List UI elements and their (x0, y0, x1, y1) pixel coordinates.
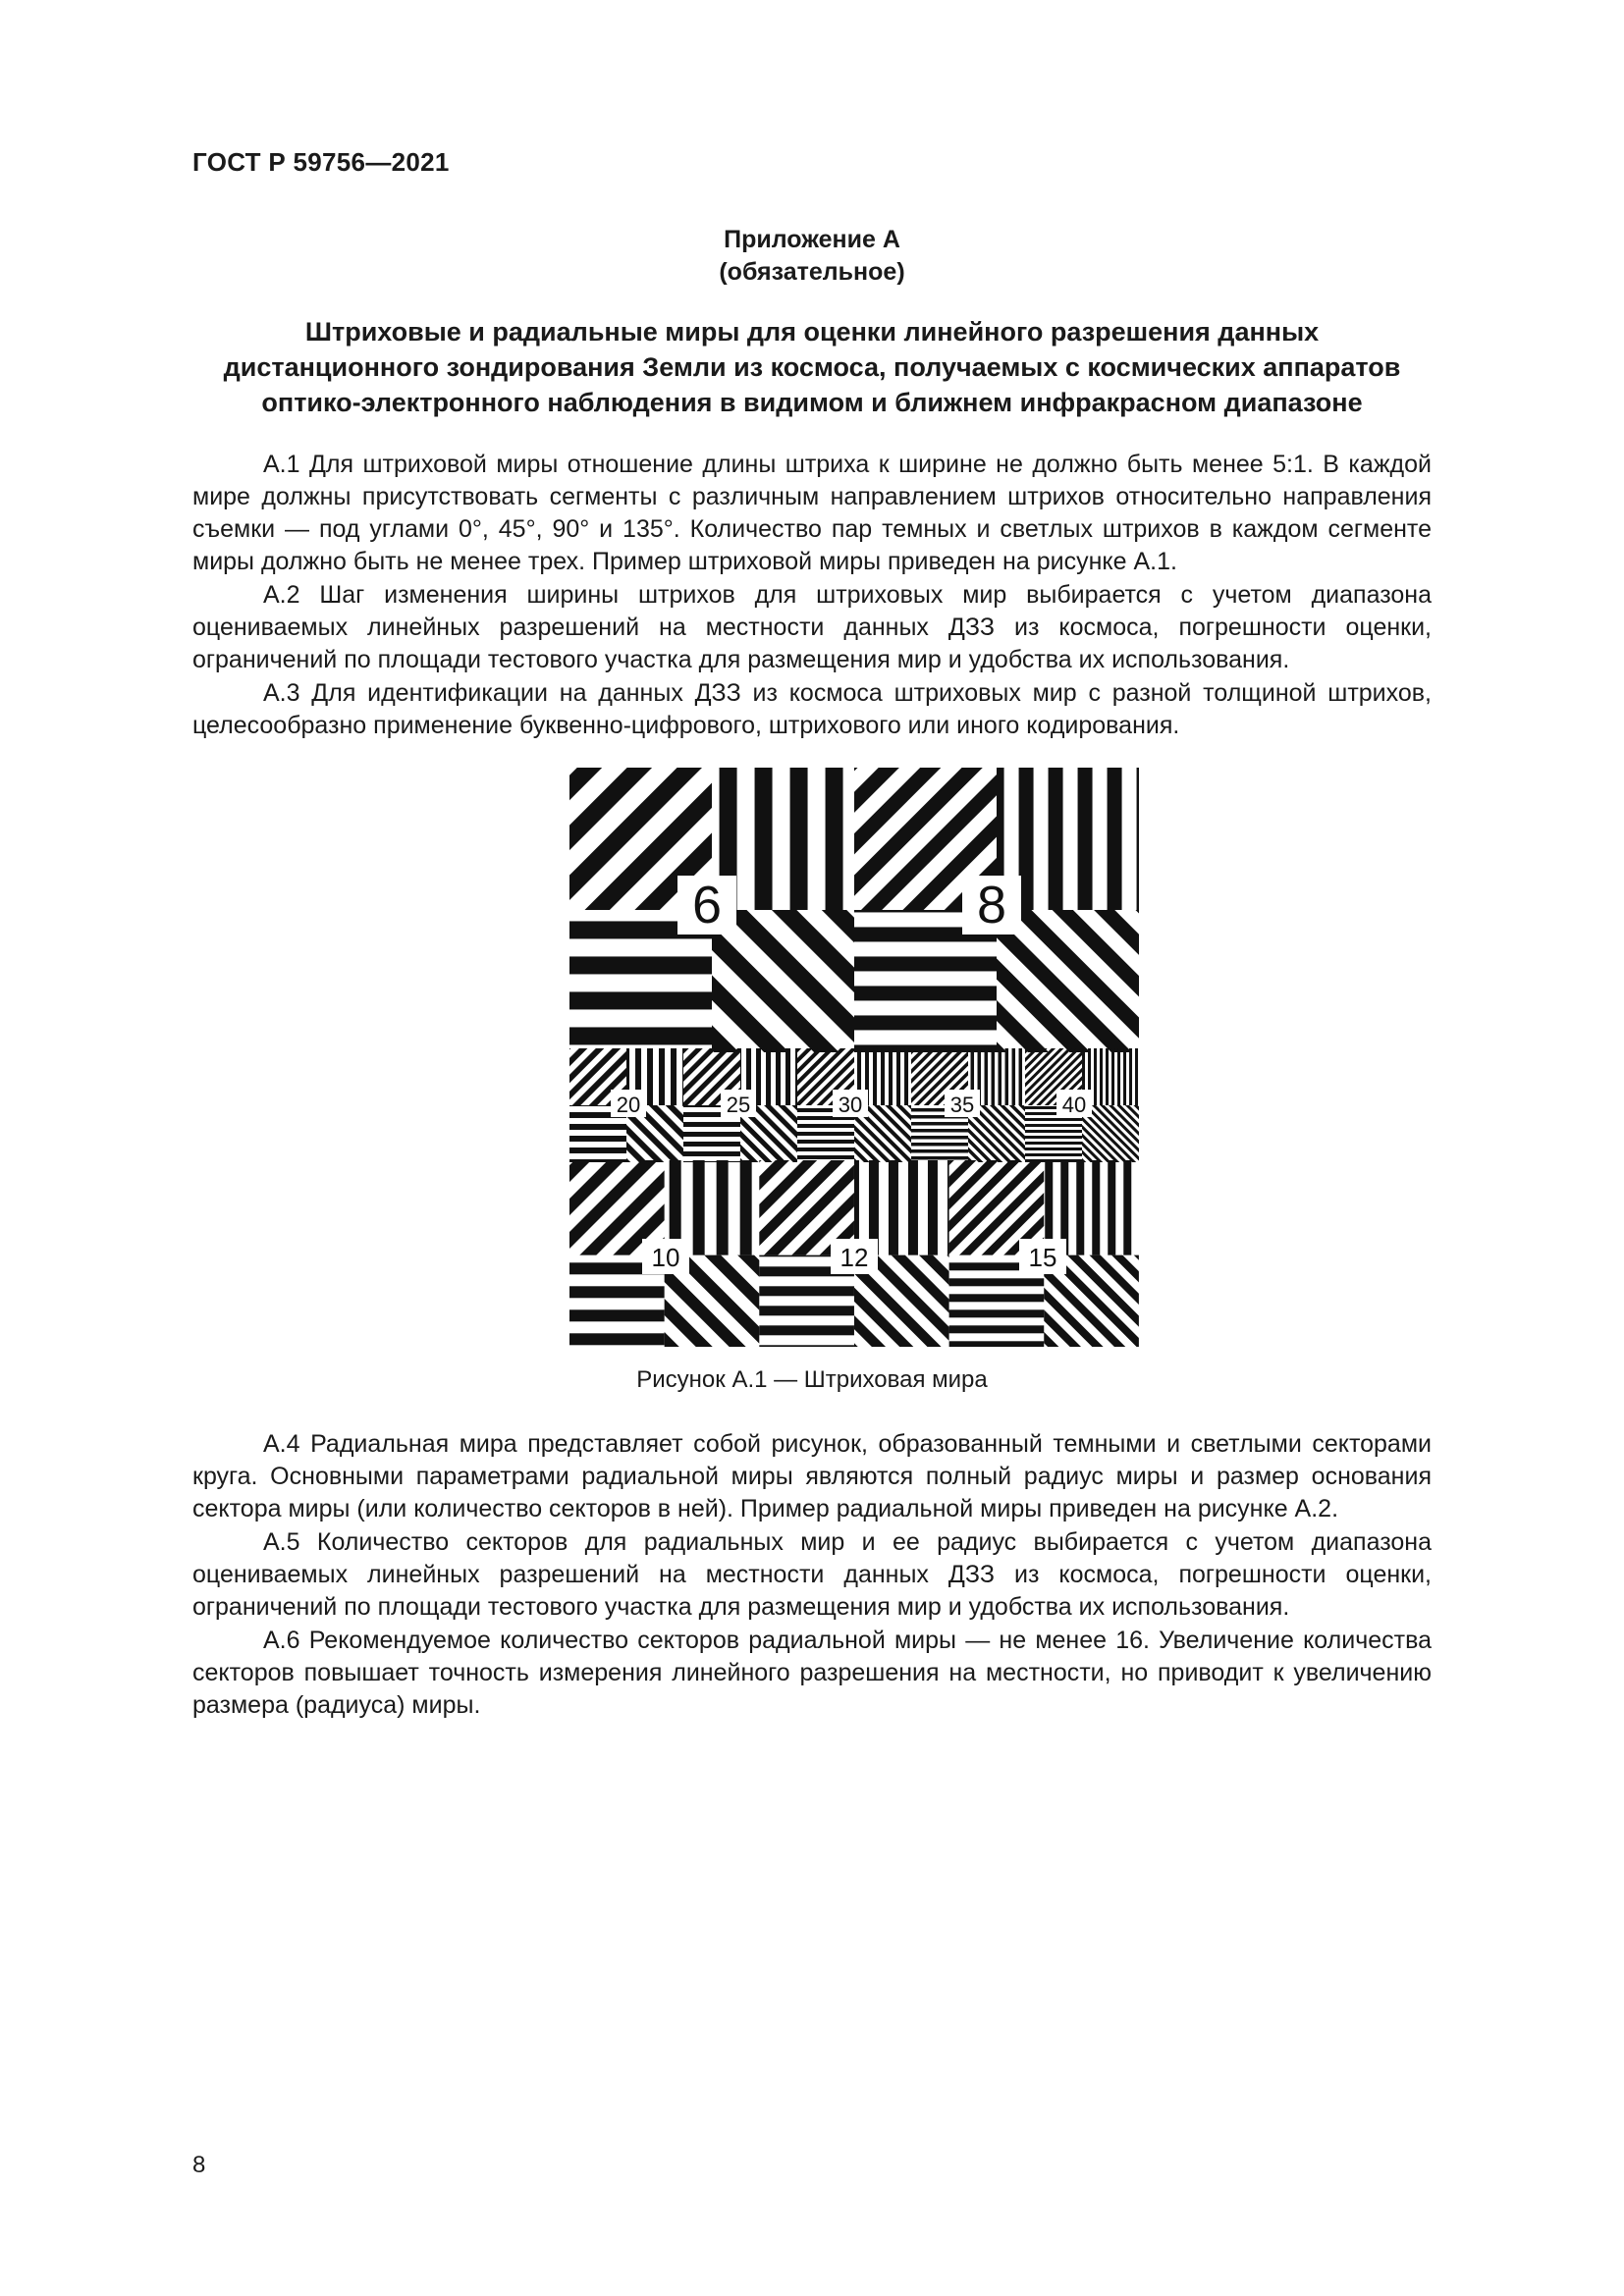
target-label-12: 12 (839, 1243, 869, 1272)
heading-line: Штриховые и радиальные миры для оценки линейного разрешения данных (304, 317, 1320, 347)
annex-title: Приложение А (724, 226, 900, 253)
bar-target-figure (569, 768, 1139, 1347)
annex-header (192, 224, 1432, 289)
paragraph-a5: А.5 Количество секторов для радиальных мир и ее радиус выбирается с учетом диапазона оцениваемых линейных разрешений на местности данных ДЗЗ из космоса, погрешности оценки, ограничений по площади тестового участка для размещения мир и удобства их использования. (192, 1528, 1432, 1621)
heading-line: дистанционного зондирования Земли из космоса, получаемых с космических аппаратов (223, 352, 1401, 382)
target-label-15: 15 (1028, 1243, 1057, 1272)
figure-caption: Рисунок А.1 — Штриховая мира (636, 1366, 988, 1393)
target-label-30: 30 (838, 1093, 863, 1117)
target-label-10: 10 (651, 1243, 680, 1272)
bar-target-image (569, 768, 1139, 1347)
document-code: ГОСТ Р 59756—2021 (192, 147, 450, 177)
annex-heading (192, 314, 1432, 420)
text-block-bottom (192, 1428, 1432, 1723)
heading-line: оптико-электронного наблюдения в видимом и ближнем инфракрасном диапазоне (261, 388, 1363, 417)
annex-status: (обязательное) (719, 258, 905, 286)
target-label-8: 8 (976, 876, 1007, 934)
paragraph-a2: А.2 Шаг изменения ширины штрихов для штриховых мир выбирается с учетом диапазона оцениваемых линейных разрешений на местности данных ДЗЗ из космоса, погрешности оценки, ограничений по площади тестового участка для размещения мир и удобства их использования. (192, 581, 1432, 673)
paragraph-a1: А.1 Для штриховой миры отношение длины штриха к ширине не должно быть менее 5:1. В каждой мире должны присутствовать сегменты с различным направлением штрихов относительно направления съемки — под углами 0°, 45°, 90° и 135°. Количество пар темных и светлых штрихов в каждом сегменте миры должно быть не менее трех. Пример штриховой миры приведен на рисунке А.1. (192, 451, 1432, 575)
paragraph-a6: А.6 Рекомендуемое количество секторов радиальной миры — не менее 16. Увеличение количества секторов повышает точность измерения линейного разрешения на местности, но приводит к увеличению размера (радиуса) миры. (192, 1627, 1432, 1719)
target-label-20: 20 (616, 1093, 641, 1117)
page-number: 8 (192, 2152, 206, 2178)
target-label-25: 25 (726, 1093, 751, 1117)
target-label-6: 6 (691, 876, 723, 934)
text-block-top (192, 449, 1432, 743)
paragraph-a4: А.4 Радиальная мира представляет собой рисунок, образованный темными и светлыми секторами круга. Основными параметрами радиальной миры являются полный радиус миры и размер основания сектора миры (или количество секторов в ней). Пример радиальной миры приведен на рисунке А.2. (192, 1430, 1432, 1522)
target-label-35: 35 (949, 1093, 975, 1117)
paragraph-a3: А.3 Для идентификации на данных ДЗЗ из космоса штриховых мир с разной толщиной штрихов, целесообразно применение буквенно-цифрового, штрихового или иного кодирования. (192, 679, 1432, 739)
target-label-40: 40 (1061, 1093, 1087, 1117)
